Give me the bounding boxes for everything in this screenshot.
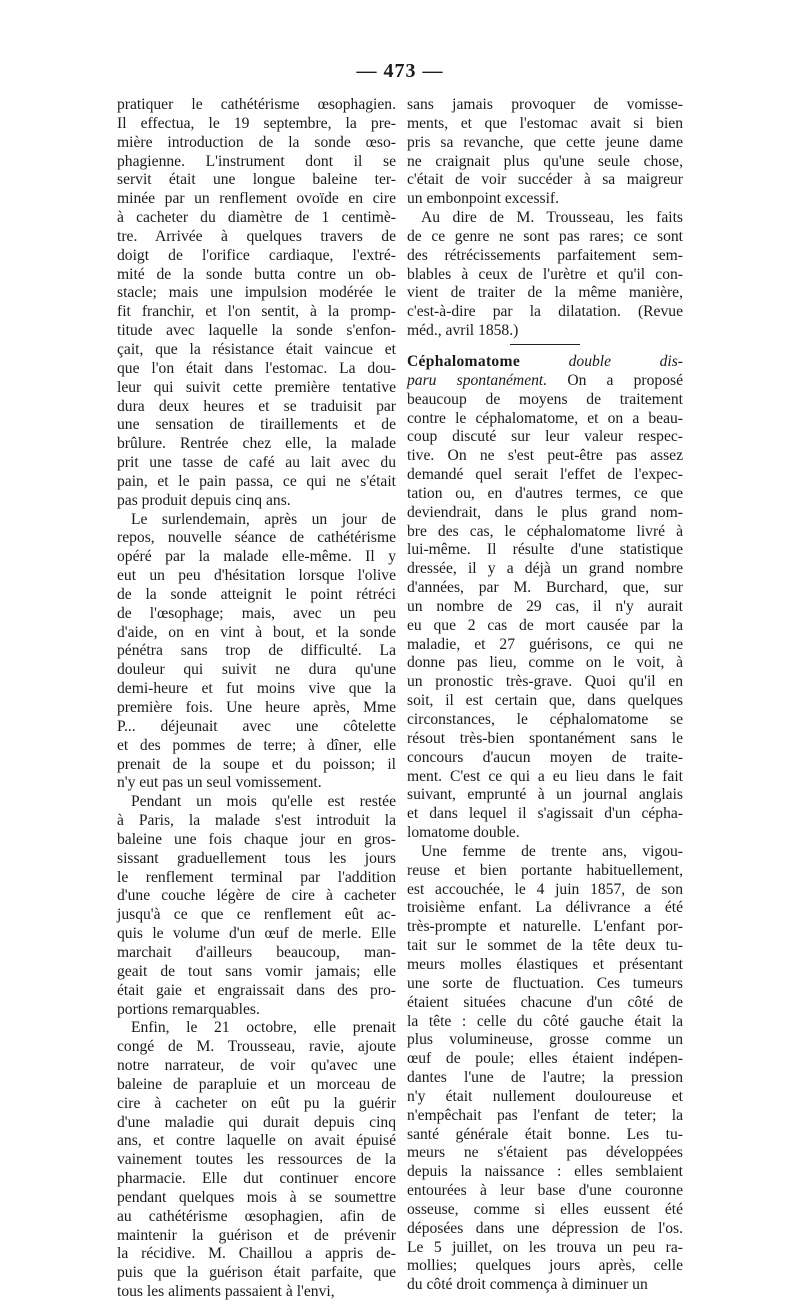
text-line: était gaie et engraissait dans des pro-	[117, 981, 396, 999]
text-line: demandé quel serait l'effet de l'expec-	[407, 466, 683, 484]
text-line: au cathétérisme œsophagien, afin de	[117, 1207, 396, 1225]
text-line: méd., avril 1858.)	[407, 322, 519, 340]
text-line: d'une couche légère de cire à cacheter	[117, 887, 396, 905]
text-line: osseuse, comme si elles eussent été	[407, 1200, 683, 1218]
text-line: contre le céphalomatome, et on a beau-	[407, 409, 683, 427]
page-number: — 473 —	[356, 60, 444, 82]
text-line: congé de M. Trousseau, ravie, ajoute	[117, 1038, 396, 1056]
section-heading-line	[407, 353, 683, 372]
text-line: geait de tout sans vomir jamais; elle	[117, 962, 396, 980]
text-line: ne craignait plus qu'une seule chose,	[407, 152, 683, 170]
text-line: un nombre de 29 cas, il n'y aurait	[407, 597, 683, 615]
text-line: servit était une longue baleine ter-	[117, 171, 396, 189]
text-line: pharmacie. Elle dut continuer encore	[117, 1170, 396, 1188]
text-line: opéré par la malade elle-même. Il y	[117, 548, 396, 566]
text-line: tive. On ne s'est peut-être pas assez	[407, 447, 683, 465]
text-line: n'y était nullement douloureuse et	[407, 1087, 683, 1105]
text-line: un pronostic très-grave. Quoi qu'il en	[407, 673, 683, 691]
text-line: vainement toutes les ressources de la	[117, 1151, 396, 1169]
text-line: d'années, par M. Burchard, que, sur	[407, 579, 683, 597]
text-line: meurs ne s'étaient pas développées	[407, 1144, 683, 1162]
text-line: à Paris, la malade s'est introduit la	[117, 812, 396, 830]
text-line: plus volumineuse, grosse comme un	[407, 1031, 683, 1049]
text-line: pénétra sans trop de difficulté. La	[117, 642, 396, 660]
text-line: maintenir la guérison et de prévenir	[117, 1226, 396, 1244]
text-line: eut un peu d'hésitation lorsque l'olive	[117, 567, 396, 585]
text-line: depuis la naissance : elles semblaient	[407, 1163, 683, 1181]
text-line: lui-même. Il résulte d'une statistique	[407, 541, 683, 559]
text-line: Au dire de M. Trousseau, les faits	[421, 209, 683, 227]
text-line: reuse et bien portante habituellement,	[407, 861, 683, 879]
text-line: très-prompte et naturelle. L'enfant por-	[407, 918, 683, 936]
text-line: tre. Arrivée à quelques travers de	[117, 227, 396, 245]
text-line: lomatome double.	[407, 824, 520, 842]
text-line: portions remarquables.	[117, 1000, 260, 1018]
text-line: résout très-bien spontanément sans le	[407, 729, 683, 747]
text-line: repos, nouvelle séance de cathétérisme	[117, 529, 396, 547]
text-line: brûlure. Rentrée chez elle, la malade	[117, 435, 396, 453]
text-line: la tête : celle du côté gauche était la	[407, 1012, 683, 1030]
text-line: d'aide, on en vint à bout, et la sonde	[117, 623, 396, 641]
text-line: tait sur le sommet de la tête deux tu-	[407, 937, 683, 955]
text-line: phagienne. L'instrument dont il se	[117, 152, 396, 170]
text-line: concours d'aucun moyen de traite-	[407, 748, 683, 766]
text-line: Une femme de trente ans, vigou-	[421, 842, 683, 860]
text-line: ment. C'est ce qui a eu lieu dans le fait	[407, 767, 683, 785]
text-line: cire à cacheter on eût pu la guérir	[117, 1094, 396, 1112]
text-line: jusqu'à ce que ce renflement eût ac-	[117, 906, 396, 924]
text-line: des rétrécissements parfaitement sem-	[407, 246, 683, 264]
section-heading-subtitle-2: paru spontanément.	[407, 371, 548, 389]
text-line: mière introduction de la sonde œso-	[117, 133, 396, 151]
text-line: de la sonde atteignit le point rétréci	[117, 585, 396, 603]
text-line: du côté droit commença à diminuer un	[407, 1276, 648, 1294]
text-line: n'y eut pas un seul vomissement.	[117, 774, 322, 792]
text-line: suivant, emprunté à un journal anglais	[407, 786, 683, 804]
text-line: de l'œsophage; mais, avec un peu	[117, 604, 396, 622]
text-line: dressée, il y a déjà un grand nombre	[407, 560, 683, 578]
text-line: étaient situées chacune d'un côté de	[407, 993, 683, 1011]
text-line: douleur qui suivit ne dura qu'une	[117, 661, 396, 679]
text-line: une sensation de tiraillements et de	[117, 416, 396, 434]
text-line: sissant graduellement tous les jours	[117, 849, 396, 867]
text-line: le renflement terminal par l'addition	[117, 868, 396, 886]
text-line: d'une maladie qui durait depuis cinq	[117, 1113, 396, 1131]
text-line: un embonpoint excessif.	[407, 190, 560, 208]
text-line: doigt de l'orifice cardiaque, l'extré-	[117, 246, 396, 264]
text-line: pas produit depuis cinq ans.	[117, 491, 291, 509]
text-line: baleine une fois chaque jour en gros-	[117, 830, 396, 848]
text-line: vient de traiter de la même manière,	[407, 284, 683, 302]
text-line: ans, et contre laquelle on avait épuisé	[117, 1132, 396, 1150]
text-line: pratiquer le cathétérisme œsophagien.	[117, 96, 396, 113]
text-line: minée par un renflement ovoïde en cire	[117, 190, 396, 208]
text-line: baleine de parapluie et un morceau de	[117, 1075, 396, 1093]
text-line: pendant quelques mois à se soumettre	[117, 1188, 396, 1206]
text-line: notre narrateur, de voir qu'avec une	[117, 1057, 396, 1075]
text-line: leur qui suivit cette première tentative	[117, 378, 396, 396]
text-line: fit franchir, et l'on sentit, à la promp-	[117, 303, 396, 321]
text-line: c'est-à-dire par la dilatation. (Revue	[407, 303, 683, 321]
text-line: coup discuté sur leur valeur respec-	[407, 428, 683, 446]
text-line: Il effectua, le 19 septembre, la pre-	[117, 114, 396, 132]
text-line: troisième enfant. La délivrance a été	[407, 899, 683, 917]
text-line: quis le volume d'un œuf de merle. Elle	[117, 925, 396, 943]
text-line: pain, et le pain passa, ce qui ne s'était	[117, 472, 396, 490]
section-first-text: On a proposé	[547, 371, 684, 389]
text-line: entourées à leur base d'une couronne	[407, 1182, 683, 1200]
text-line: et des pommes de terre; à dîner, elle	[117, 736, 396, 754]
text-line: çait, que la résistance était vaincue et	[117, 340, 396, 358]
text-line: beaucoup de moyens de traitement	[407, 390, 683, 408]
text-line: blables à ceux de l'urètre et qu'il con-	[407, 265, 683, 283]
text-line: mollies; quelques jours après, celle	[407, 1257, 683, 1275]
text-line: meurs molles élastiques et présentant	[407, 955, 683, 973]
text-line: une sorte de fluctuation. Ces tumeurs	[407, 974, 683, 992]
text-line: Pendant un mois qu'elle est restée	[131, 793, 396, 811]
text-line: P... déjeunait avec une côtelette	[117, 717, 396, 735]
section-heading-line-2	[407, 372, 683, 391]
right-column	[407, 96, 683, 1295]
text-line: mité de la sonde butta contre un ob-	[117, 265, 396, 283]
text-line: Le surlendemain, après un jour de	[131, 510, 396, 528]
text-line: maladie, et 27 guérisons, ce qui ne	[407, 635, 683, 653]
text-line: Le 5 juillet, on les trouva un peu ra-	[407, 1238, 683, 1256]
text-line: à cacheter du diamètre de 1 centimè-	[117, 209, 396, 227]
text-line: demi-heure et fut moins vive que la	[117, 680, 396, 698]
text-line: bre des cas, le céphalomatome livré à	[407, 522, 683, 540]
left-column	[117, 96, 396, 1302]
text-line: ments, et que l'estomac avait si bien	[407, 114, 683, 132]
text-line: dura deux heures et se traduisit par	[117, 397, 396, 415]
text-line: première fois. Une heure après, Mme	[117, 699, 396, 716]
text-line: et dans lequel il s'agissait d'un cépha-	[407, 805, 683, 823]
text-line: donne pas lieu, comme on le voit, à	[407, 654, 683, 672]
text-line: pris sa revanche, que cette jeune dame	[407, 133, 683, 151]
text-line: prenait de la soupe et du poisson; il	[117, 755, 396, 773]
text-line: tation ou, en d'autres termes, ce que	[407, 484, 683, 502]
text-line: est accouchée, le 4 juin 1857, de son	[407, 880, 683, 898]
section-heading-subtitle: double dis-	[520, 352, 683, 370]
text-line: déposées dans une dépression de l'os.	[407, 1219, 683, 1237]
text-line: puis que la guérison était parfaite, que	[117, 1264, 396, 1282]
text-line: c'était de voir succéder à sa maigreur	[407, 171, 683, 189]
text-line: dantes l'une de l'autre; la pression	[407, 1069, 683, 1087]
text-line: eu que 2 cas de mort causée par la	[407, 616, 683, 634]
text-line: deviendrait, dans le plus grand nom-	[407, 503, 683, 521]
text-line: œuf de poule; elles étaient indépen-	[407, 1050, 683, 1068]
text-line: tous les aliments passaient à l'envi,	[117, 1283, 335, 1301]
text-line: santé générale était bonne. Les tu-	[407, 1125, 683, 1143]
text-line: sans jamais provoquer de vomisse-	[407, 96, 683, 113]
text-line: que l'on était dans l'estomac. La dou-	[117, 359, 396, 377]
section-divider	[407, 341, 683, 353]
text-line: la récidive. M. Chaillou a appris de-	[117, 1245, 396, 1263]
text-line: prit une tasse de café au lait avec du	[117, 454, 396, 472]
text-line: stacle; mais une impulsion modérée le	[117, 284, 396, 302]
text-line: Enfin, le 21 octobre, elle prenait	[131, 1019, 396, 1037]
text-line: n'empêchait pas l'enfant de teter; la	[407, 1106, 683, 1124]
text-line: circonstances, le céphalomatome se	[407, 711, 683, 728]
text-line: titude avec laquelle la sonde s'enfon-	[117, 322, 396, 340]
text-line: marchait d'ailleurs beaucoup, man-	[117, 943, 396, 961]
text-line: soit, il est certain que, dans quelques	[407, 692, 683, 710]
text-line: de ce genre ne sont pas rares; ce sont	[407, 227, 683, 245]
section-heading: Céphalomatome	[407, 352, 521, 370]
